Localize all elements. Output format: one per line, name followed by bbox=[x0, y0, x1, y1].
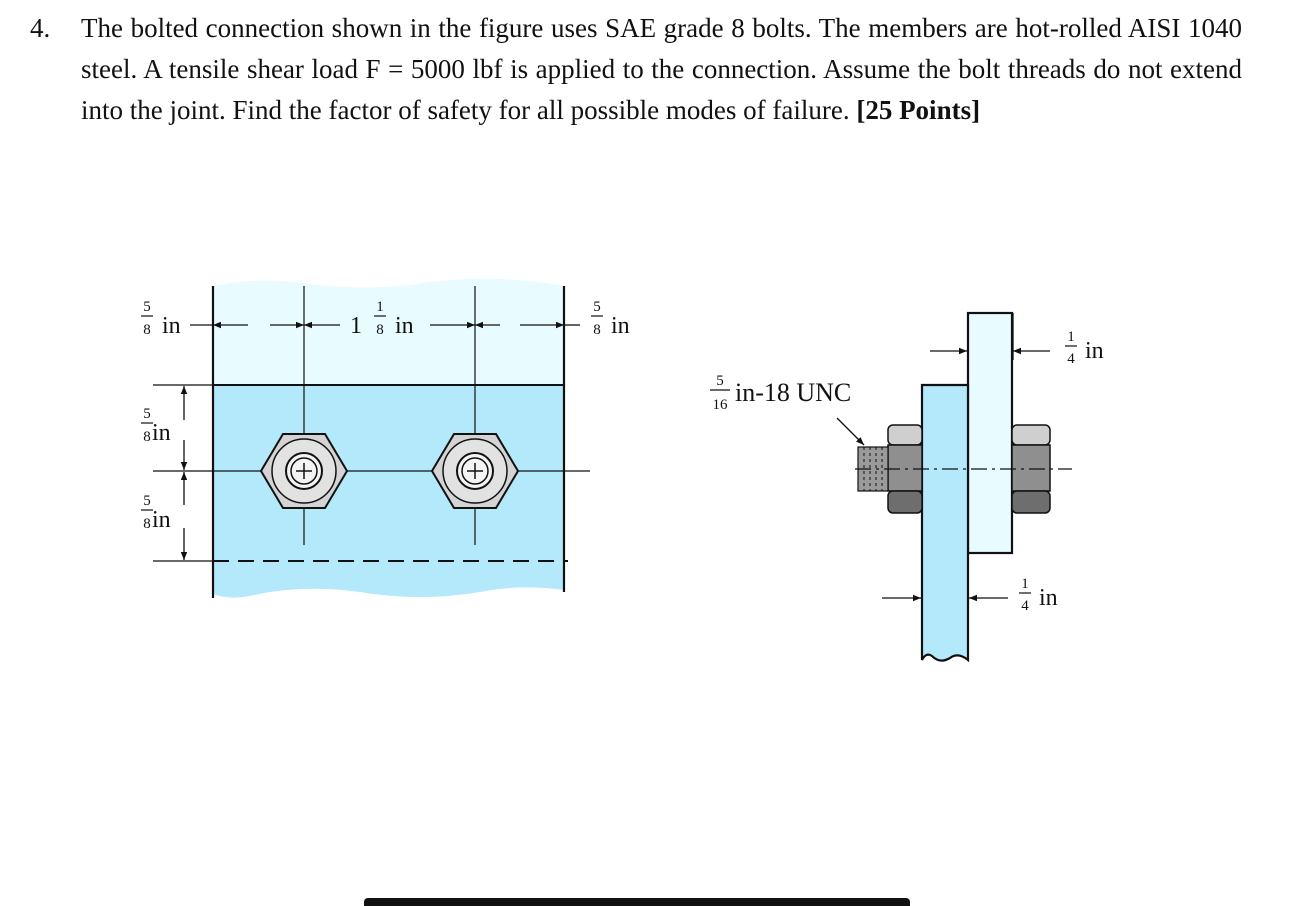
bolt-spec-label bbox=[710, 373, 851, 413]
svg-text:in: in bbox=[611, 313, 630, 339]
question-points: [25 Points] bbox=[856, 95, 981, 125]
svg-text:1: 1 bbox=[350, 313, 362, 339]
svg-text:in: in bbox=[152, 507, 171, 533]
home-indicator-bar[interactable] bbox=[364, 898, 910, 906]
dim-left-top-label bbox=[141, 299, 181, 339]
svg-text:in: in bbox=[1085, 338, 1104, 364]
svg-text:8: 8 bbox=[593, 322, 601, 338]
side-view bbox=[710, 313, 1104, 661]
dim-side-lower-label bbox=[141, 493, 171, 533]
svg-text:in: in bbox=[162, 313, 181, 339]
dark-plate-section bbox=[922, 385, 968, 661]
dim-middle-label bbox=[344, 299, 430, 341]
plan-view bbox=[141, 279, 630, 598]
svg-text:in: in bbox=[152, 420, 171, 446]
svg-text:5: 5 bbox=[143, 406, 151, 422]
bottom-thickness-label bbox=[1019, 576, 1058, 614]
svg-text:4: 4 bbox=[1067, 351, 1075, 367]
svg-text:5: 5 bbox=[716, 373, 724, 389]
svg-text:8: 8 bbox=[143, 429, 151, 445]
svg-text:4: 4 bbox=[1021, 598, 1029, 614]
svg-text:8: 8 bbox=[143, 322, 151, 338]
svg-text:16: 16 bbox=[712, 397, 728, 413]
svg-text:1: 1 bbox=[1021, 576, 1029, 592]
svg-text:5: 5 bbox=[143, 493, 151, 509]
svg-text:8: 8 bbox=[376, 322, 384, 338]
question-number: 4. bbox=[30, 13, 51, 43]
svg-text:5: 5 bbox=[143, 299, 151, 315]
svg-text:1: 1 bbox=[376, 299, 384, 315]
svg-text:in: in bbox=[395, 313, 414, 339]
lower-plate-region bbox=[213, 385, 564, 598]
dim-side-upper-label bbox=[141, 406, 171, 446]
svg-text:5: 5 bbox=[593, 299, 601, 315]
question-text: The bolted connection shown in the figure uses SAE grade 8 bolts. The members are hot-rolled AISI 1040 steel. A tensile shear load F = 5000 lbf is applied to the connection. Assume the bolt threads do not extend into the joint. Find the factor of safety for all possible modes of failure. bbox=[81, 13, 1242, 125]
svg-text:in-18 UNC: in-18 UNC bbox=[735, 378, 852, 407]
svg-text:8: 8 bbox=[143, 516, 151, 532]
svg-text:in: in bbox=[1039, 585, 1058, 611]
dim-right-top-label bbox=[591, 299, 630, 339]
svg-text:1: 1 bbox=[1067, 329, 1075, 345]
light-plate-section bbox=[968, 313, 1012, 553]
top-thickness-label bbox=[1065, 329, 1104, 367]
